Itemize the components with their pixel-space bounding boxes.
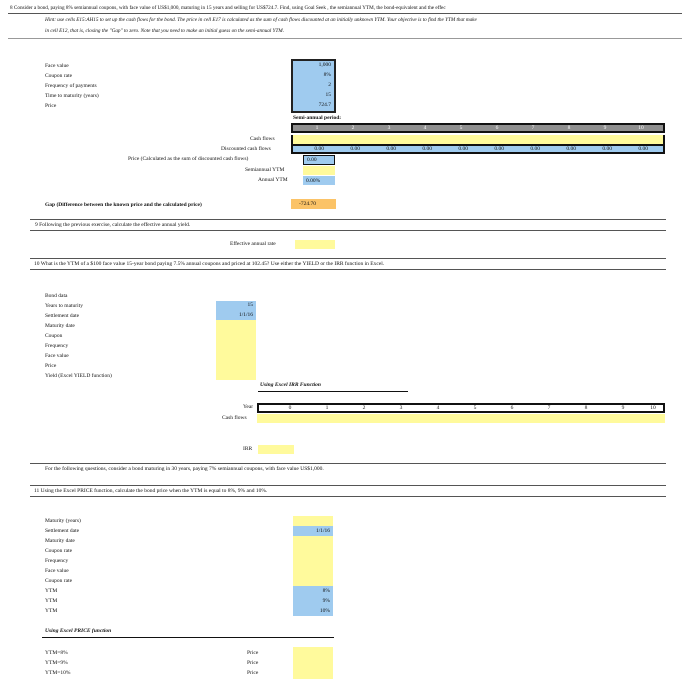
- period-5: 5: [459, 125, 463, 131]
- q8-top-rule: [8, 13, 682, 14]
- label-yield-function: Yield (Excel YIELD function): [45, 373, 112, 379]
- label-face-value-q10: Face value: [45, 353, 69, 359]
- price-function-title: Using Excel PRICE function: [45, 628, 112, 634]
- year-4: 4: [436, 405, 440, 411]
- q11-bottom-rule: [30, 496, 666, 497]
- period-1: 1: [315, 125, 319, 131]
- label-coupon-rate: Coupon rate: [45, 73, 73, 79]
- q10-input-cells[interactable]: [216, 320, 256, 380]
- q9-question-text: 9 Following the previous exercise, calculate the effective annual yield.: [35, 222, 191, 228]
- label-effective-annual-rate: Effective annual rate: [230, 241, 276, 247]
- disc-cf-10: 0.00: [638, 146, 648, 152]
- value-time-to-maturity[interactable]: 15: [325, 92, 331, 98]
- label-ytm-10: YTM=10%: [45, 670, 71, 676]
- label-settlement-date-q11: Settlement date: [45, 528, 80, 534]
- irr-function-title: Using Excel IRR Function: [260, 382, 321, 388]
- disc-cf-8: 0.00: [566, 146, 576, 152]
- value-face-value[interactable]: 1,000: [318, 62, 331, 68]
- label-frequency-q10: Frequency: [45, 343, 69, 349]
- disc-cf-1: 0.00: [314, 146, 324, 152]
- year-5: 5: [473, 405, 477, 411]
- period-4: 4: [423, 125, 427, 131]
- settlement-date-value: 1/1/16: [238, 312, 253, 318]
- annual-ytm-value: 0.00%: [306, 178, 321, 184]
- q11-question-text: 11 Using the Excel PRICE function, calculate the bond price when the YTM is equal to 8%, 9% and 10%.: [34, 488, 268, 494]
- label-price-calculated: Price (Calculated as the sum of discounted cash flows): [128, 156, 249, 162]
- label-maturity-years: Maturity (years): [45, 518, 81, 524]
- disc-cf-5: 0.00: [458, 146, 468, 152]
- period-10: 10: [638, 125, 644, 131]
- gap-value: -724.70: [299, 201, 316, 207]
- label-gap: Gap (Difference between the known price and the calculated price): [45, 202, 202, 208]
- q11-input-cells[interactable]: [293, 536, 333, 586]
- label-ytm-1: YTM: [45, 588, 58, 594]
- label-frequency-q11: Frequency: [45, 558, 69, 564]
- value-price[interactable]: 724.7: [318, 102, 331, 108]
- label-discounted-cash-flows: Discounted cash flows: [221, 146, 271, 152]
- year-0: 0: [288, 405, 292, 411]
- q10-cash-flows-row[interactable]: [257, 414, 665, 423]
- disc-cf-4: 0.00: [422, 146, 432, 152]
- q10-bottom-rule: [30, 269, 666, 270]
- irr-title-rule: [258, 391, 408, 392]
- label-frequency: Frequency of payments: [45, 83, 97, 89]
- label-cash-flows-q10: Cash flows: [222, 415, 247, 421]
- label-coupon-rate-2-q11: Coupon rate: [45, 578, 73, 584]
- following-text: For the following questions, consider a bond maturing in 30 years, paying 7% semiannual coupons, with face value US$1,000.: [45, 466, 324, 472]
- disc-cf-3: 0.00: [386, 146, 396, 152]
- disc-cf-2: 0.00: [350, 146, 360, 152]
- year-9: 9: [621, 405, 625, 411]
- cash-flows-row[interactable]: [291, 135, 665, 144]
- label-coupon: Coupon: [45, 333, 63, 339]
- following-top-rule: [30, 463, 666, 464]
- q9-bottom-rule: [30, 230, 666, 231]
- q11-top-rule: [30, 485, 666, 486]
- year-8: 8: [584, 405, 588, 411]
- label-face-value: Face value: [45, 63, 69, 69]
- year-1: 1: [325, 405, 329, 411]
- maturity-years-cell[interactable]: [293, 516, 333, 526]
- label-maturity-date: Maturity date: [45, 323, 75, 329]
- semi-annual-period-title: Semi-annual period:: [293, 115, 342, 121]
- year-3: 3: [399, 405, 403, 411]
- label-cash-flows: Cash flows: [250, 136, 275, 142]
- settlement-date-value-q11: 1/1/16: [315, 528, 330, 534]
- disc-cf-6: 0.00: [494, 146, 504, 152]
- label-semiannual-ytm: Semiannual YTM: [245, 167, 285, 173]
- label-ytm-2: YTM: [45, 598, 58, 604]
- label-ytm-9: YTM=9%: [45, 660, 68, 666]
- price-calculated-value: 0.00: [307, 157, 317, 163]
- label-irr: IRR: [243, 446, 253, 452]
- period-9: 9: [603, 125, 607, 131]
- irr-cell[interactable]: [258, 445, 294, 454]
- year-7: 7: [547, 405, 551, 411]
- period-3: 3: [387, 125, 391, 131]
- effective-annual-rate-cell[interactable]: [295, 240, 335, 249]
- disc-cf-9: 0.00: [602, 146, 612, 152]
- value-coupon-rate[interactable]: 8%: [323, 72, 331, 78]
- label-annual-ytm: Annual YTM: [258, 177, 288, 183]
- period-6: 6: [495, 125, 499, 131]
- label-ytm-3: YTM: [45, 608, 58, 614]
- period-2: 2: [351, 125, 355, 131]
- label-price-9: Price: [247, 660, 259, 666]
- year-6: 6: [510, 405, 514, 411]
- ytm-value-1: 8%: [322, 588, 330, 594]
- ytm-value-3: 10%: [319, 608, 330, 614]
- label-face-value-q11: Face value: [45, 568, 69, 574]
- label-years-to-maturity: Years to maturity: [45, 303, 83, 309]
- label-settlement-date: Settlement date: [45, 313, 80, 319]
- q8-hint-rule: [8, 38, 682, 39]
- label-price-8: Price: [247, 650, 259, 656]
- price-title-rule: [42, 637, 334, 638]
- q8-hint-line-2: in cell E12, that is, closing the "Gap" to zero. Note that you need to make an initial guess on the semi-annual YTM.: [45, 28, 285, 34]
- semiannual-ytm-cell[interactable]: [303, 166, 335, 175]
- q10-question-text: 10 What is the YTM of a $100 face value 15-year bond paying 7.5% annual coupons and priced at 102.45? Use either the YIELD or the IRR function in Excel.: [34, 261, 385, 267]
- years-to-maturity-value: 15: [247, 302, 253, 308]
- label-ytm-8: YTM=8%: [45, 650, 68, 656]
- label-year: Year: [243, 404, 254, 410]
- label-maturity-date-q11: Maturity date: [45, 538, 75, 544]
- price-output-cells[interactable]: [293, 647, 333, 679]
- value-frequency[interactable]: 2: [328, 82, 331, 88]
- year-2: 2: [362, 405, 366, 411]
- label-time-to-maturity: Time to maturity (years): [45, 93, 99, 99]
- label-coupon-rate-q11: Coupon rate: [45, 548, 73, 554]
- period-8: 8: [567, 125, 571, 131]
- label-price: Price: [45, 103, 57, 109]
- ytm-value-2: 9%: [322, 598, 330, 604]
- period-7: 7: [531, 125, 535, 131]
- year-10: 10: [650, 405, 656, 411]
- label-bond-data: Bond data: [45, 293, 68, 299]
- label-price-10: Price: [247, 670, 259, 676]
- q10-top-rule: [30, 258, 666, 259]
- disc-cf-7: 0.00: [530, 146, 540, 152]
- label-price-q10: Price: [45, 363, 57, 369]
- q9-top-rule: [30, 219, 666, 220]
- q8-hint-line-1: Hint: use cells E15:AH15 to set up the cash flows for the bond. The price in cell E17 is calculated as the sum of cash flows discounted at an initially unknown YTM. Your objective is to find the YTM that make: [45, 17, 477, 23]
- q8-question-text: 8 Consider a bond, paying 8% semiannual coupons, with face value of US$1,000, maturing in 15 years and selling for US$724.7. Find, using Goal Seek , the semiannual YTM, the bond-equivalent and the effec: [10, 5, 446, 11]
